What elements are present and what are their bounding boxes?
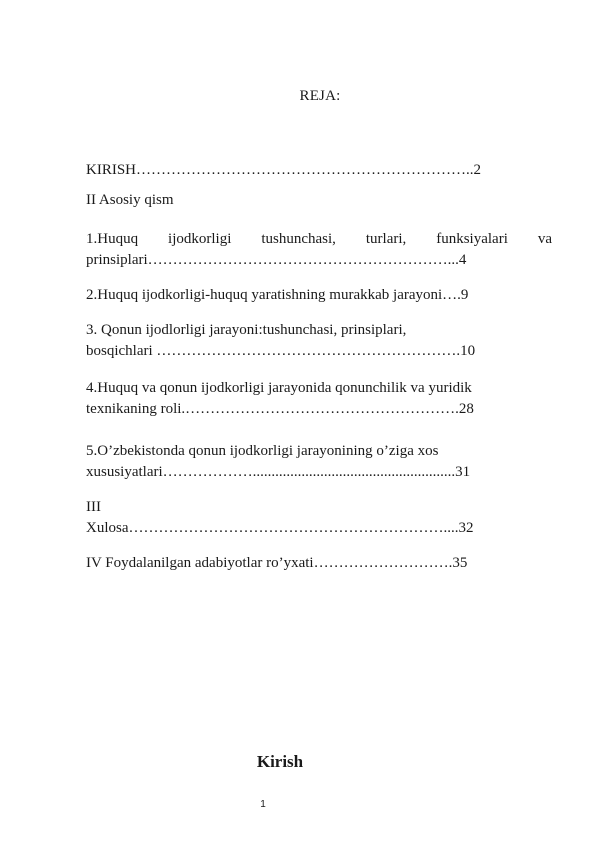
- toc-line: II Asosiy qism: [86, 192, 174, 208]
- page-title: REJA:: [299, 88, 341, 104]
- toc-line: xususiyatlari………………......................................................31: [86, 464, 471, 480]
- toc-line: 2.Huquq ijodkorligi-huquq yaratishning murakkab jarayoni….9: [86, 287, 469, 303]
- toc-line: 1.Huquq ijodkorligi tushunchasi, turlari, funksiyalari va: [86, 231, 552, 247]
- toc-line: prinsiplari……………………………………………………...4: [86, 252, 467, 268]
- section-heading: Kirish: [256, 752, 304, 771]
- toc-entry-item-2: [86, 285, 552, 306]
- toc-line: KIRISH…………………………………………………………..2: [86, 162, 482, 178]
- toc-line: texnikaning roli.……………………………………………….28: [86, 401, 474, 417]
- page-number: 1: [260, 799, 266, 810]
- toc-entry-section-ii: [86, 190, 552, 211]
- toc-entry-kirish: [86, 160, 552, 181]
- toc-entry-item-4: [86, 378, 552, 420]
- toc-line: IV Foydalanilgan adabiyotlar ro’yxati……………………….35: [86, 555, 468, 571]
- toc-line: bosqichlari …………………………………………………….10: [86, 343, 476, 359]
- toc-entry-item-5: [86, 441, 552, 483]
- toc-line: Xulosa………………………………………………………....32: [86, 520, 474, 536]
- toc-line: 5.O’zbekistonda qonun ijodkorligi jarayonining o’ziga xos: [86, 443, 439, 459]
- toc-entry-section-iv: [86, 553, 552, 574]
- toc-entry-item-1: [86, 229, 552, 271]
- toc-line: 4.Huquq va qonun ijodkorligi jarayonida qonunchilik va yuridik: [86, 380, 472, 396]
- toc-line: III: [86, 499, 101, 515]
- toc-line: 3. Qonun ijodlorligi jarayoni:tushunchasi, prinsiplari,: [86, 322, 407, 338]
- toc-entry-item-3: [86, 320, 552, 362]
- toc-entry-section-iii: [86, 497, 552, 539]
